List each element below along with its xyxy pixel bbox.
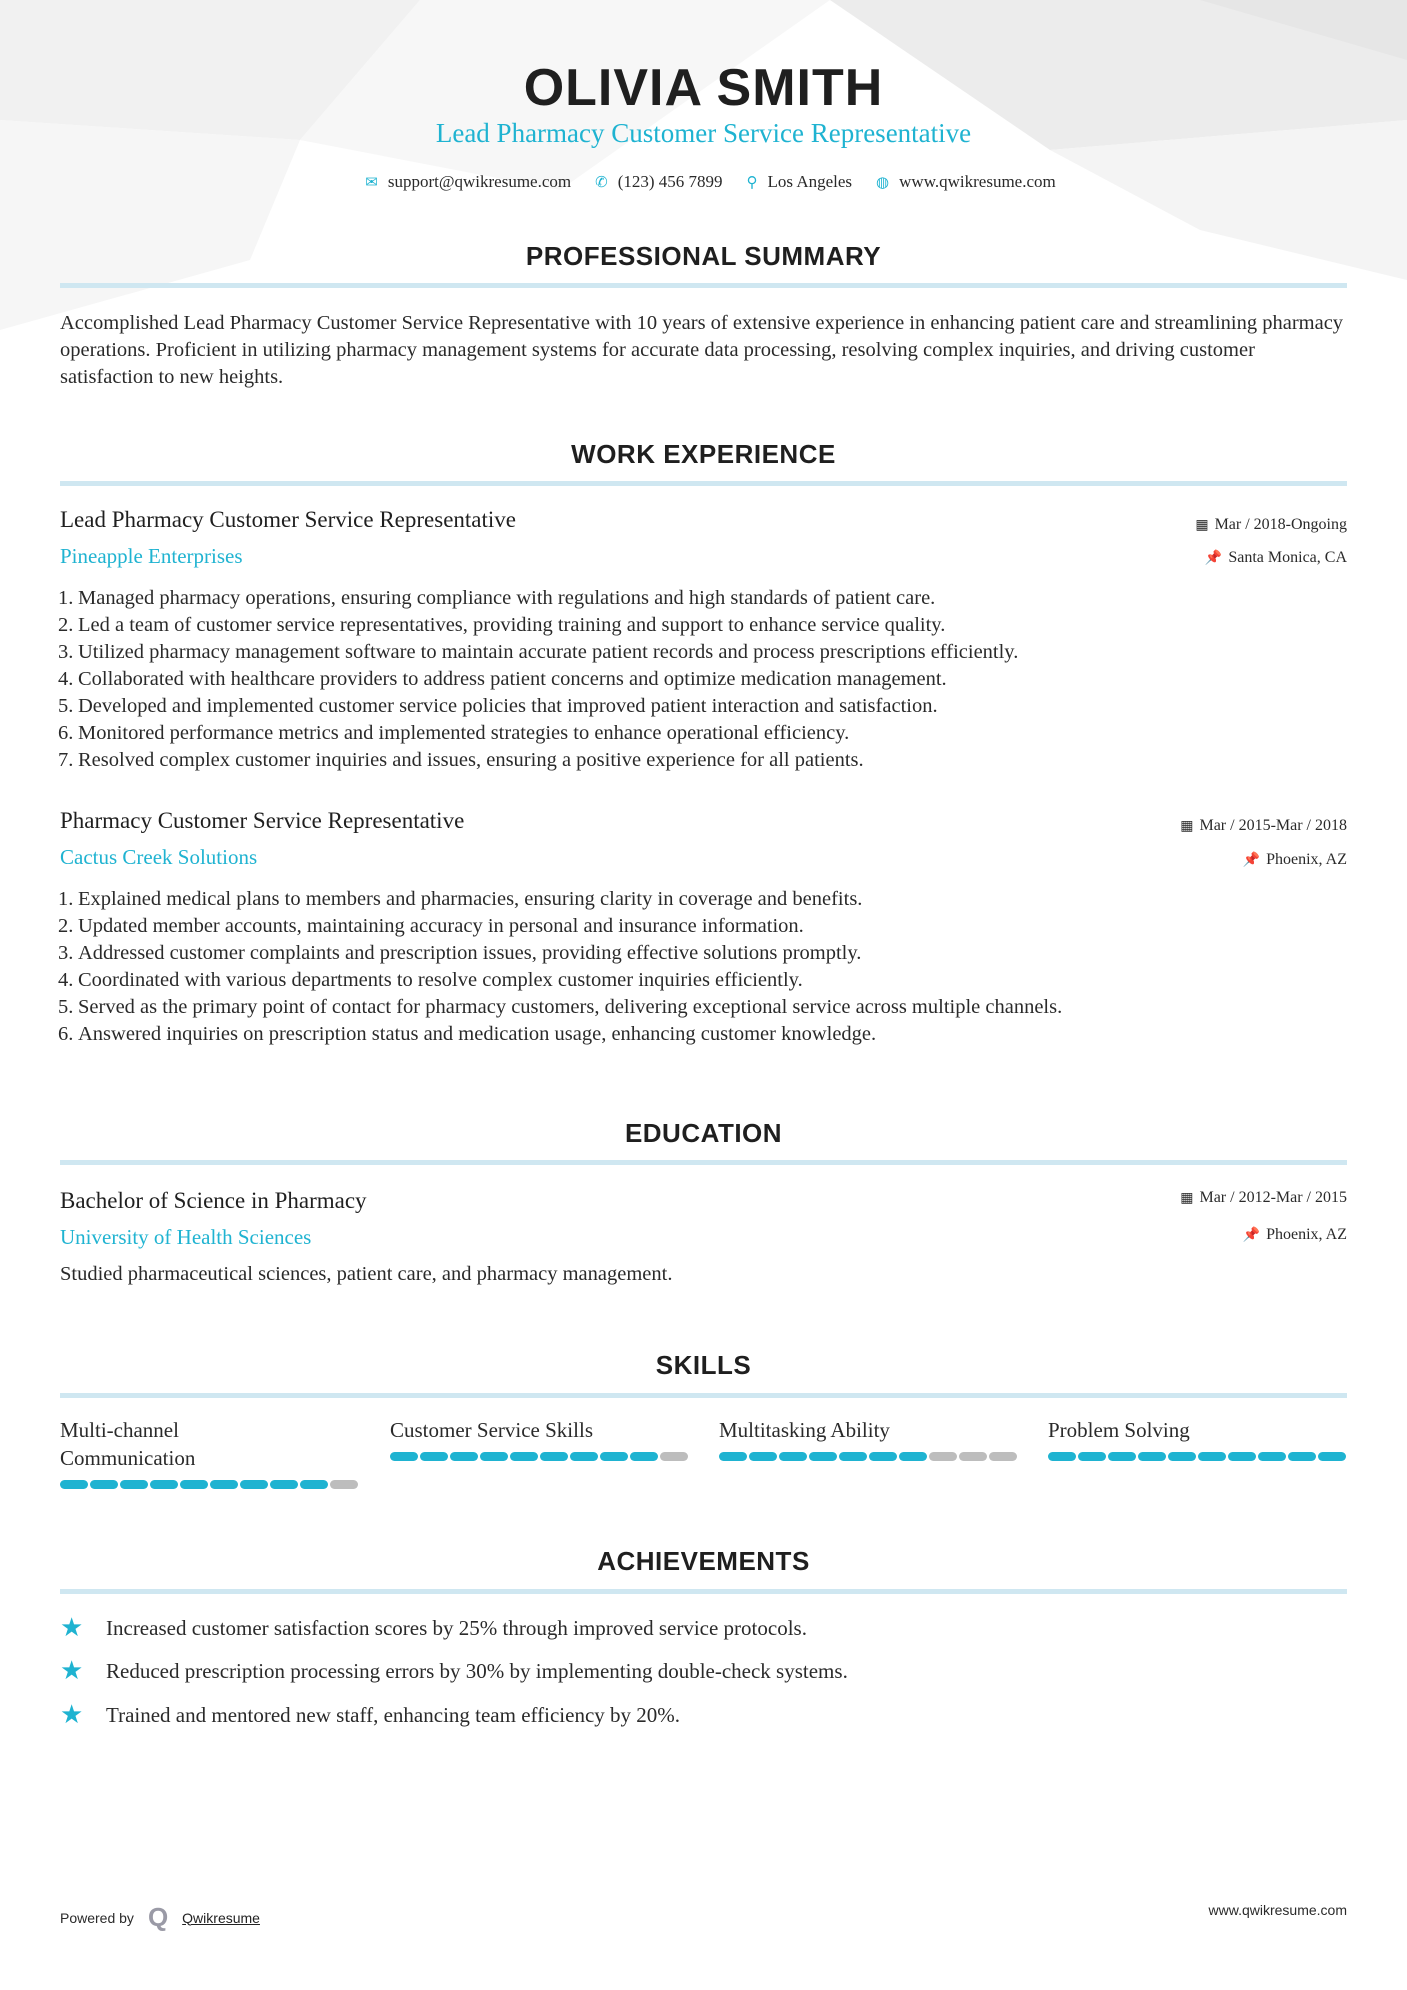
skill-name: Customer Service Skills — [390, 1418, 593, 1442]
skill-item — [390, 1416, 690, 1461]
job-title: Lead Pharmacy Customer Service Representative — [60, 507, 517, 532]
phone-icon: ✆ — [595, 174, 608, 191]
skill-segment-filled — [60, 1480, 88, 1489]
divider — [60, 1589, 1347, 1594]
list-item: 3. Utilized pharmacy management software to maintain accurate patient records and process prescriptions efficiently. — [58, 641, 1019, 663]
summary-heading: PROFESSIONAL SUMMARY — [525, 241, 882, 271]
star-icon: ★ — [60, 1700, 84, 1729]
work-heading: WORK EXPERIENCE — [571, 439, 836, 469]
skill-segment-filled — [899, 1452, 927, 1461]
skill-segment-filled — [1168, 1452, 1196, 1461]
list-item: 4. Coordinated with various departments to resolve complex customer inquiries efficiently. — [58, 969, 803, 991]
skill-segment-filled — [1318, 1452, 1346, 1461]
skills-heading: SKILLS — [655, 1350, 752, 1380]
achievement-text: Trained and mentored new staff, enhancing team efficiency by 20%. — [106, 1702, 681, 1727]
skill-segment-filled — [300, 1480, 328, 1489]
list-item: 6. Answered inquiries on prescription status and medication usage, enhancing customer knowledge. — [58, 1023, 877, 1045]
divider — [60, 1160, 1347, 1165]
achievement-item — [60, 1700, 680, 1730]
pushpin-icon: 📌 — [1242, 853, 1261, 868]
qwikresume-logo-icon: Q — [147, 1902, 169, 1932]
contact-location: Los Angeles — [767, 172, 853, 191]
job-location — [1205, 549, 1347, 567]
contact-website[interactable]: www.qwikresume.com — [899, 172, 1056, 191]
skill-segment-filled — [90, 1480, 118, 1489]
skill-segment-filled — [749, 1452, 777, 1461]
envelope-icon: ✉ — [365, 174, 378, 191]
skill-name: Problem Solving — [1048, 1418, 1190, 1442]
location-text: Phoenix, AZ — [1266, 851, 1347, 868]
job-company: Pineapple Enterprises — [60, 544, 243, 568]
location-text: Phoenix, AZ — [1266, 1226, 1347, 1243]
location-text: Santa Monica, CA — [1228, 549, 1347, 566]
skill-segment-filled — [240, 1480, 268, 1489]
skill-segment-filled — [1258, 1452, 1286, 1461]
list-item: 2. Led a team of customer service representatives, providing training and support to enhance service quality. — [58, 614, 946, 636]
calendar-icon: ▦ — [1180, 1191, 1194, 1206]
star-icon: ★ — [60, 1613, 84, 1642]
list-item: 4. Collaborated with healthcare providers to address patient concerns and optimize medication management. — [58, 668, 947, 690]
divider — [60, 283, 1347, 288]
skill-segment-filled — [570, 1452, 598, 1461]
candidate-title: Lead Pharmacy Customer Service Representative — [435, 118, 972, 148]
skill-segment-filled — [480, 1452, 508, 1461]
skill-item — [1048, 1416, 1348, 1461]
contact-bar — [0, 172, 1407, 192]
skill-segment-filled — [180, 1480, 208, 1489]
achievement-item — [60, 1656, 848, 1686]
list-item: 5. Developed and implemented customer service policies that improved patient interaction and satisfaction. — [58, 695, 938, 717]
skill-segment-empty — [989, 1452, 1017, 1461]
skill-segment-filled — [839, 1452, 867, 1461]
job-company: Cactus Creek Solutions — [60, 845, 258, 869]
candidate-name: OLIVIA SMITH — [523, 59, 884, 117]
list-item: 7. Resolved complex customer inquiries and issues, ensuring a positive experience for all patients. — [58, 749, 864, 771]
skill-segment-empty — [959, 1452, 987, 1461]
skill-segment-filled — [1078, 1452, 1106, 1461]
skill-segment-filled — [719, 1452, 747, 1461]
job-location — [1243, 851, 1347, 869]
job-title: Pharmacy Customer Service Representative — [60, 808, 465, 833]
dates-text: Mar / 2012-Mar / 2015 — [1199, 1189, 1347, 1206]
achievement-item — [60, 1613, 807, 1643]
skill-item — [60, 1416, 360, 1489]
job-bullets — [58, 585, 1358, 774]
powered-by-label: Powered by — [60, 1909, 134, 1926]
list-item: 5. Served as the primary point of contact for pharmacy customers, delivering exceptional service across multiple channels. — [58, 996, 1063, 1018]
list-item: 6. Monitored performance metrics and implemented strategies to enhance operational efficiency. — [58, 722, 850, 744]
education-heading: EDUCATION — [624, 1118, 783, 1148]
skill-segment-filled — [540, 1452, 568, 1461]
skill-segment-empty — [330, 1480, 358, 1489]
job-dates — [1195, 516, 1347, 534]
achievement-text: Increased customer satisfaction scores by 25% through improved service protocols. — [106, 1615, 807, 1640]
list-item: 3. Addressed customer complaints and prescription issues, providing effective solutions promptly. — [58, 942, 862, 964]
job-dates — [1180, 817, 1347, 835]
summary-text: Accomplished Lead Pharmacy Customer Service Representative with 10 years of extensive experience in enhancing patient care and streamlining pharmacy operations. Proficient in utilizing pharmacy management systems for accurate data processing, resolving complex inquiries, and driving customer satisfaction to new heights. — [60, 312, 1344, 388]
skill-segment-filled — [1108, 1452, 1136, 1461]
skill-segment-filled — [450, 1452, 478, 1461]
skill-segment-filled — [779, 1452, 807, 1461]
skill-segment-filled — [1048, 1452, 1076, 1461]
skill-segment-filled — [809, 1452, 837, 1461]
skill-bar — [390, 1452, 690, 1461]
list-item: 1. Explained medical plans to members and pharmacies, ensuring clarity in coverage and benefits. — [58, 888, 863, 910]
pushpin-icon: 📌 — [1204, 551, 1223, 566]
skill-segment-filled — [150, 1480, 178, 1489]
calendar-icon: ▦ — [1195, 518, 1209, 533]
school: University of Health Sciences — [60, 1225, 312, 1249]
calendar-icon: ▦ — [1180, 819, 1194, 834]
skill-segment-filled — [210, 1480, 238, 1489]
skill-segment-filled — [630, 1452, 658, 1461]
skill-segment-filled — [1198, 1452, 1226, 1461]
degree: Bachelor of Science in Pharmacy — [60, 1188, 367, 1213]
pushpin-icon: 📌 — [1242, 1228, 1261, 1243]
skill-segment-filled — [270, 1480, 298, 1489]
skill-bar — [1048, 1452, 1348, 1461]
skill-segment-filled — [1288, 1452, 1316, 1461]
star-icon: ★ — [60, 1656, 84, 1685]
skill-segment-filled — [1138, 1452, 1166, 1461]
skill-segment-empty — [929, 1452, 957, 1461]
education-location — [1243, 1226, 1347, 1244]
contact-email[interactable]: support@qwikresume.com — [387, 172, 572, 191]
skill-segment-filled — [120, 1480, 148, 1489]
skill-segment-filled — [1228, 1452, 1256, 1461]
list-item: 2. Updated member accounts, maintaining accuracy in personal and insurance information. — [58, 915, 804, 937]
skill-name: Multi-channel Communication — [60, 1418, 196, 1470]
contact-phone: (123) 456 7899 — [617, 172, 723, 191]
dates-text: Mar / 2015-Mar / 2018 — [1199, 817, 1347, 834]
skill-bar — [719, 1452, 1019, 1461]
dates-text: Mar / 2018-Ongoing — [1214, 516, 1347, 533]
qwikresume-link[interactable]: Qwikresume — [182, 1909, 260, 1926]
achievement-text: Reduced prescription processing errors by 30% by implementing double-check systems. — [106, 1658, 848, 1683]
footer-website[interactable]: www.qwikresume.com — [1208, 1902, 1347, 1918]
job-bullets — [58, 886, 1358, 1048]
divider — [60, 1393, 1347, 1398]
achievements-heading: ACHIEVEMENTS — [597, 1546, 810, 1576]
skill-segment-filled — [869, 1452, 897, 1461]
globe-icon: ◍ — [876, 174, 890, 191]
education-dates — [1180, 1189, 1347, 1207]
map-marker-icon: ⚲ — [746, 174, 758, 191]
skill-segment-empty — [660, 1452, 688, 1461]
divider — [60, 481, 1347, 486]
skill-segment-filled — [510, 1452, 538, 1461]
skill-segment-filled — [420, 1452, 448, 1461]
skill-segment-filled — [390, 1452, 418, 1461]
skill-name: Multitasking Ability — [719, 1418, 890, 1442]
skill-bar — [60, 1480, 360, 1489]
list-item: 1. Managed pharmacy operations, ensuring compliance with regulations and high standards of patient care. — [58, 587, 936, 609]
skill-segment-filled — [600, 1452, 628, 1461]
skill-item — [719, 1416, 1019, 1461]
education-description: Studied pharmaceutical sciences, patient care, and pharmacy management. — [60, 1263, 673, 1285]
footer-powered — [60, 1902, 260, 1933]
